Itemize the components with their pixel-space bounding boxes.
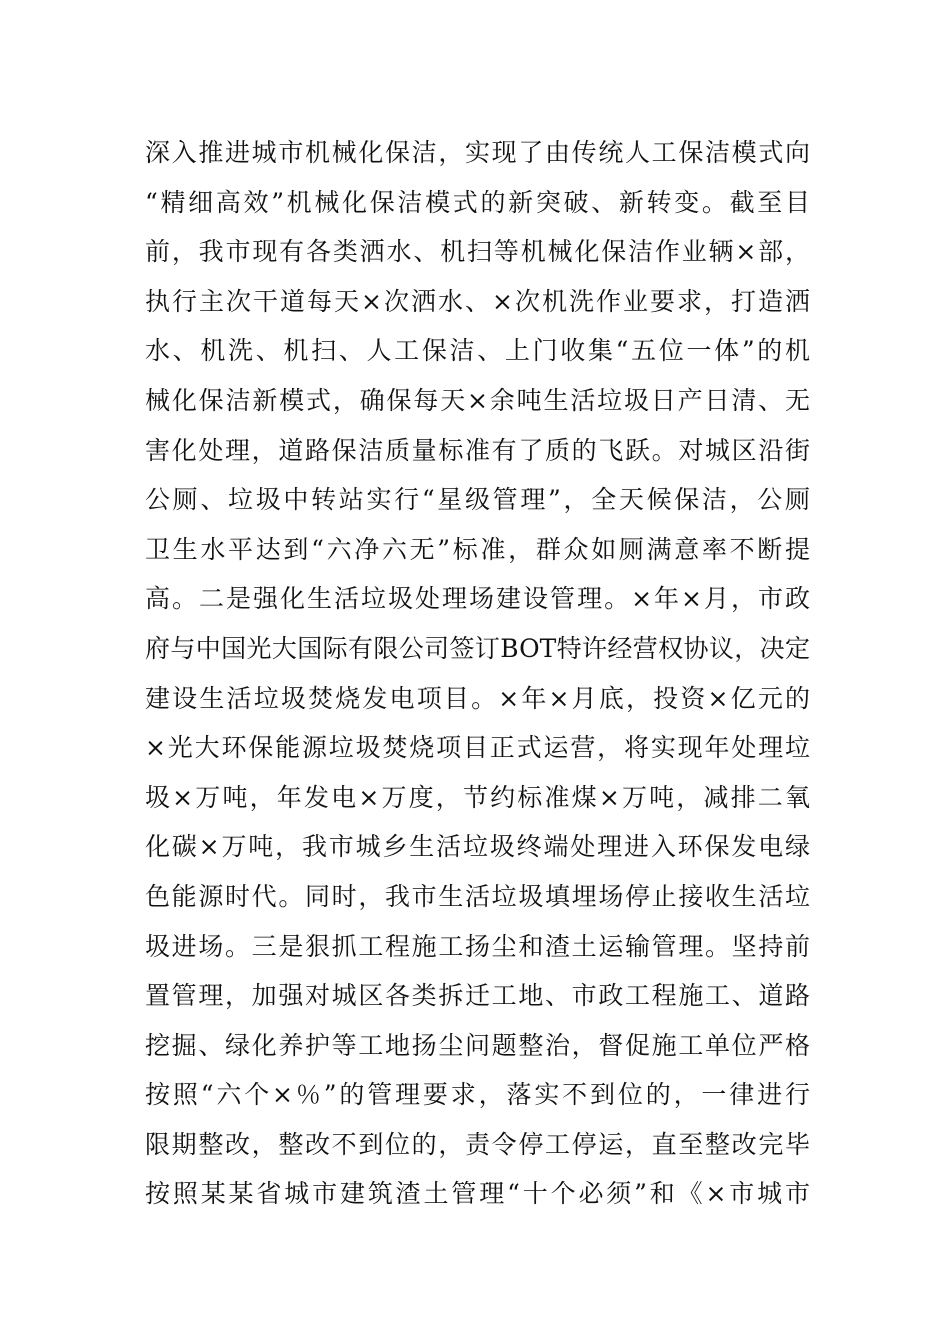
text-line: “精细高效”机械化保洁模式的新突破、新转变。截至目 — [145, 187, 810, 217]
text-line: 限期整改，整改不到位的，责令停工停运，直至整改完毕 — [145, 1129, 810, 1159]
text-line: 卫生水平达到“六净六无”标准，群众如厕满意率不断提 — [145, 534, 810, 564]
text-line: 械化保洁新模式，确保每天×余吨生活垃圾日产日清、无 — [145, 385, 810, 415]
body-paragraph — [145, 128, 810, 1219]
text-line: 府与中国光大国际有限公司签订BOT特许经营权协议，决定 — [145, 633, 810, 663]
text-line: 高。二是强化生活垃圾处理场建设管理。×年×月，市政 — [145, 584, 810, 614]
text-line: 害化处理，道路保洁质量标准有了质的飞跃。对城区沿街 — [145, 435, 810, 465]
text-line: 色能源时代。同时，我市生活垃圾填埋场停止接收生活垃 — [145, 881, 810, 911]
text-line: 挖掘、绿化养护等工地扬尘问题整治，督促施工单位严格 — [145, 1030, 810, 1060]
text-line: 圾进场。三是狠抓工程施工扬尘和渣土运输管理。坚持前 — [145, 931, 810, 961]
text-line: 置管理，加强对城区各类拆迁工地、市政工程施工、道路 — [145, 981, 810, 1011]
text-line: ×光大环保能源垃圾焚烧项目正式运营，将实现年处理垃 — [145, 733, 810, 763]
text-line: 建设生活垃圾焚烧发电项目。×年×月底，投资×亿元的 — [145, 683, 811, 713]
text-line: 圾×万吨，年发电×万度，节约标准煤×万吨，减排二氧 — [145, 782, 810, 812]
text-line: 按照某某省城市建筑渣土管理“十个必须”和《×市城市 — [145, 1179, 810, 1209]
text-line: 水、机洗、机扫、人工保洁、上门收集“五位一体”的机 — [145, 336, 810, 366]
text-line: 执行主次干道每天×次洒水、×次机洗作业要求，打造洒 — [145, 286, 810, 316]
text-line: 按照“六个×％”的管理要求，落实不到位的，一律进行 — [145, 1080, 810, 1110]
text-line: 化碳×万吨，我市城乡生活垃圾终端处理进入环保发电绿 — [145, 832, 810, 862]
text-line: 前，我市现有各类洒水、机扫等机械化保洁作业辆×部， — [145, 237, 810, 267]
text-line: 公厕、垃圾中转站实行“星级管理”，全天候保洁，公厕 — [145, 485, 810, 515]
text-line: 深入推进城市机械化保洁，实现了由传统人工保洁模式向 — [145, 138, 810, 167]
